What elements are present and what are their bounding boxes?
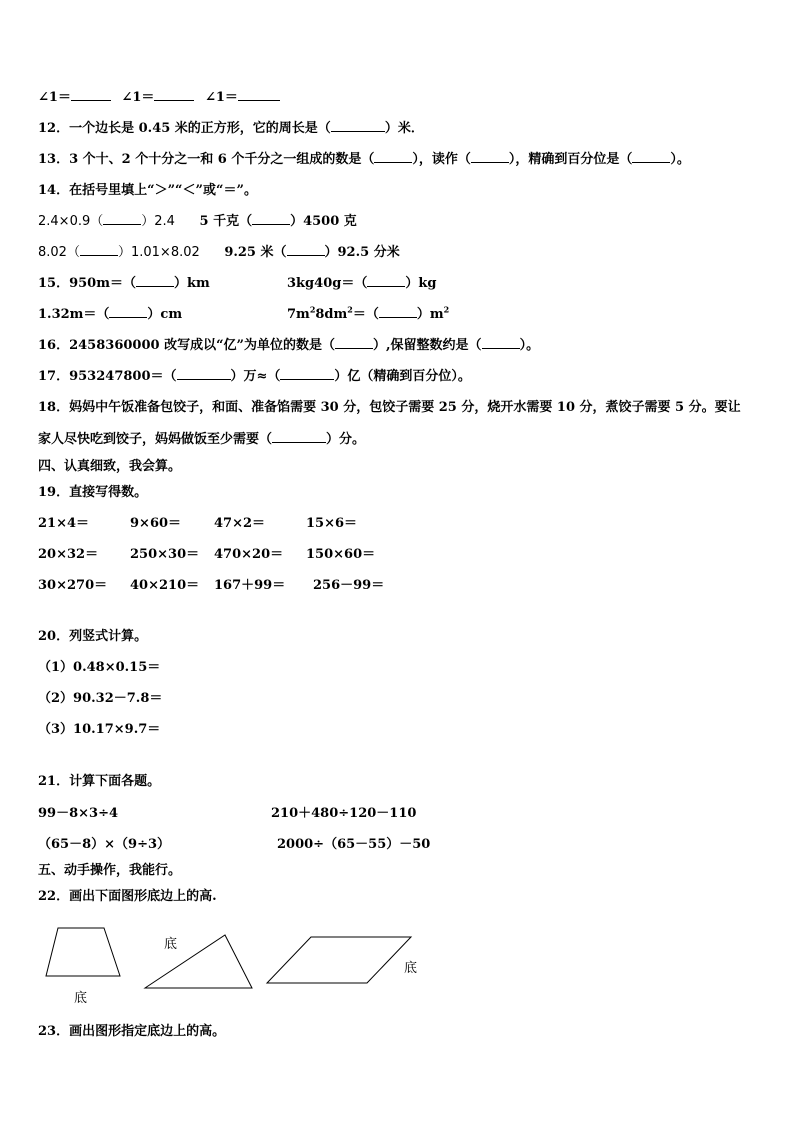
q18-text-a: 家人尽快吃到饺子，妈妈做饭至少需要（ bbox=[38, 432, 273, 447]
angle-label-1: ∠1＝ bbox=[38, 90, 71, 105]
q15-expr: ）km bbox=[173, 276, 210, 291]
q14-expr: ）4500 克 bbox=[290, 214, 357, 229]
q12-text-a: 12．一个边长是 0.45 米的正方形，它的周长是（ bbox=[38, 121, 331, 136]
q14-expr: 8.02 bbox=[38, 245, 67, 260]
q15-expr: 8dm bbox=[315, 307, 348, 322]
q14-row-1: 2.4×0.9（ ）2.4 5 千克（ ）4500 克 bbox=[38, 214, 357, 229]
q19-problem: 21×4＝ bbox=[38, 516, 90, 531]
q16-text-b: ）,保留整数约是（ bbox=[373, 338, 482, 353]
q18-text-b: ）分。 bbox=[326, 432, 366, 447]
q13-text-d: ）。 bbox=[670, 152, 690, 167]
q14-expr: ）92.5 分米 bbox=[324, 245, 400, 260]
q12-text-b: ）米． bbox=[384, 121, 424, 136]
q14-expr: 5 千克（ bbox=[199, 214, 253, 229]
q19-problem: 470×20＝ bbox=[214, 547, 284, 562]
q20-item-3: （3）10.17×9.7＝ bbox=[38, 722, 161, 737]
parallelogram-shape[interactable] bbox=[267, 937, 411, 983]
q19-problem: 9×60＝ bbox=[130, 516, 182, 531]
q19-problem: 250×30＝ bbox=[130, 547, 200, 562]
parallelogram-base-label: 底 bbox=[404, 961, 418, 976]
q14-expr: 2.4×0.9 bbox=[38, 214, 91, 229]
section-heading-5: 五、动手操作，我能行。 bbox=[38, 863, 182, 878]
q17-text-c: ）亿（精确到百分位）。 bbox=[334, 369, 471, 384]
q16-text-c: ）。 bbox=[519, 338, 540, 353]
q15-expr: ）cm bbox=[147, 307, 183, 322]
q19-problem: 47×2＝ bbox=[214, 516, 266, 531]
q15-expr: 15．950m＝（ bbox=[38, 276, 136, 291]
q15-expr: 1.32m＝（ bbox=[38, 307, 110, 322]
q15-expr: 7m bbox=[287, 307, 310, 322]
q19-problem: 150×60＝ bbox=[306, 547, 376, 562]
angle-label-2: ∠1＝ bbox=[121, 90, 155, 105]
angle-label-3: ∠1＝ bbox=[204, 90, 238, 105]
q15-expr: ）kg bbox=[405, 276, 437, 291]
q22-title: 22．画出下面图形底边上的高. bbox=[38, 889, 217, 904]
q14-expr: 9.25 米（ bbox=[224, 245, 287, 260]
q20-item-1: （1）0.48×0.15＝ bbox=[38, 660, 161, 675]
q14-title: 14．在括号里填上“＞”“＜”或“＝”。 bbox=[38, 183, 257, 198]
q19-problem: 167＋99＝ bbox=[214, 578, 286, 593]
q20-item-2: （2）90.32－7.8＝ bbox=[38, 691, 163, 706]
q16-text-a: 16．2458360000 改写成以“亿”为单位的数是（ bbox=[38, 338, 336, 353]
superscript: 2 bbox=[309, 304, 316, 315]
superscript: 2 bbox=[443, 304, 450, 315]
q20-title: 20．列竖式计算。 bbox=[38, 629, 148, 644]
q14-expr: 1.01×8.02 bbox=[130, 245, 200, 260]
q21-expr-3: （65－8）×（9÷3） bbox=[38, 837, 171, 852]
q13-text-c: ），精确到百分位是（ bbox=[508, 152, 633, 167]
q13-text-b: ），读作（ bbox=[412, 152, 471, 167]
q19-title: 19．直接写得数。 bbox=[38, 485, 148, 500]
q18-line-1: 18．妈妈中午饭准备包饺子，和面、准备馅需要 30 分，包饺子需要 25 分，烧开水需要 10 分，煮饺子需要 5 分。要让 bbox=[38, 400, 741, 415]
trapezoid-shape[interactable] bbox=[46, 928, 120, 976]
q19-problem: 20×32＝ bbox=[38, 547, 99, 562]
q19-problem: 40×210＝ bbox=[130, 578, 200, 593]
q19-problem: 15×6＝ bbox=[306, 516, 358, 531]
triangle-shape[interactable] bbox=[145, 935, 252, 988]
q15-expr: ）m bbox=[416, 307, 444, 322]
q15-expr: 3kg40g＝（ bbox=[287, 276, 368, 291]
q21-expr-1: 99－8×3÷4 bbox=[38, 806, 119, 821]
q21-expr-2: 210＋480÷120－110 bbox=[271, 806, 417, 821]
trapezoid-base-label: 底 bbox=[74, 991, 88, 1006]
section-heading-4: 四、认真细致，我会算。 bbox=[38, 459, 182, 474]
q14-expr: 2.4 bbox=[154, 214, 175, 229]
q14-row-2: 8.02（ ）1.01×8.02 9.25 米（ ）92.5 分米 bbox=[38, 245, 400, 260]
q15-expr: ＝（ bbox=[352, 307, 379, 322]
q21-expr-4: 2000÷（65－55）－50 bbox=[277, 837, 431, 852]
q21-title: 21．计算下面各题。 bbox=[38, 774, 161, 789]
q13-text-a: 13．3 个十、2 个十分之一和 6 个千分之一组成的数是（ bbox=[38, 152, 375, 167]
q23-title: 23．画出图形指定底边上的高。 bbox=[38, 1024, 226, 1039]
q17-text-a: 17．953247800＝（ bbox=[38, 369, 177, 384]
triangle-base-label: 底 bbox=[164, 937, 178, 952]
q19-problem: 256－99＝ bbox=[313, 578, 385, 593]
q17-text-b: ）万≈（ bbox=[230, 369, 281, 384]
q19-problem: 30×270＝ bbox=[38, 578, 108, 593]
superscript: 2 bbox=[347, 304, 353, 315]
